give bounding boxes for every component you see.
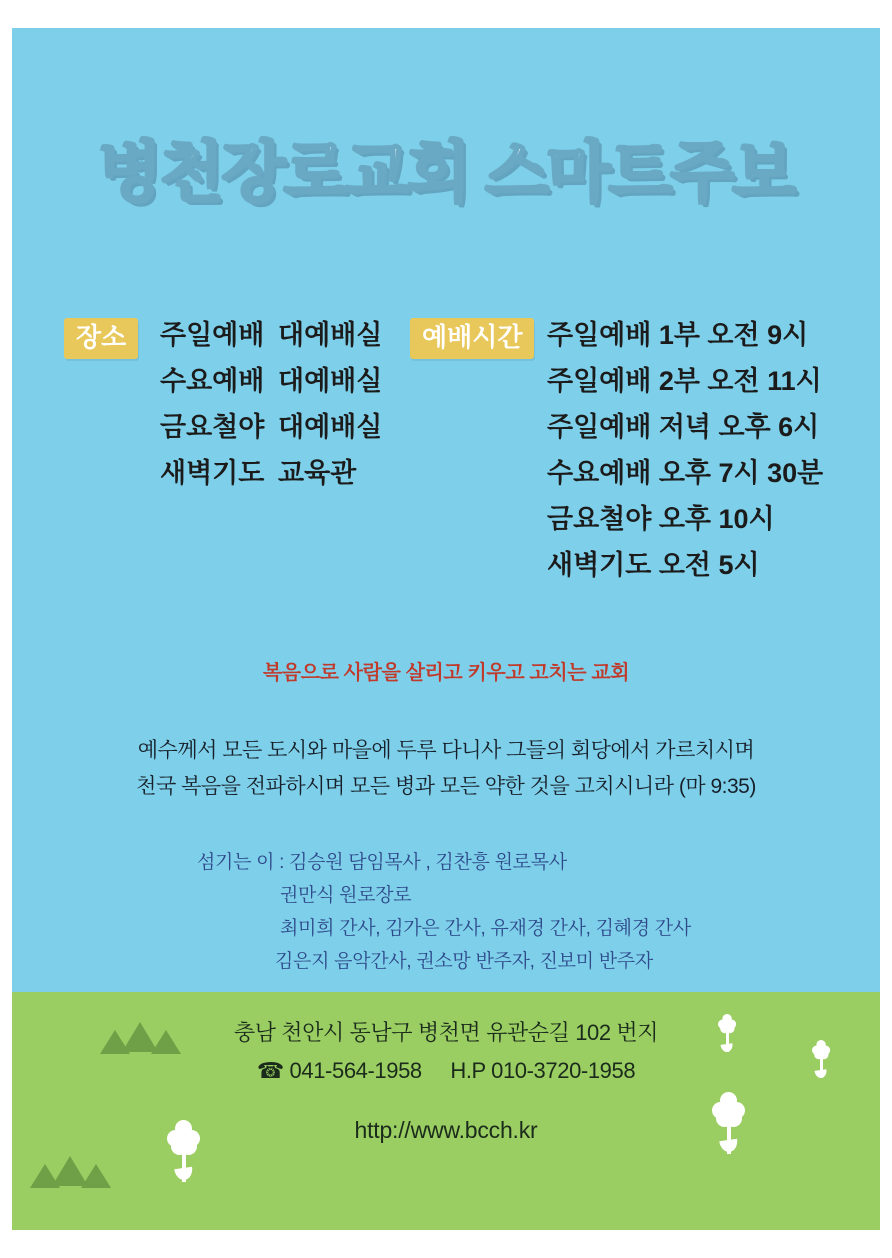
place-row — [160, 404, 382, 450]
title-container — [12, 136, 880, 209]
time-row: 주일예배 2부 오전 11시 — [547, 366, 822, 396]
verse-line-1: 예수께서 모든 도시와 마을에 두루 다니사 그들의 회당에서 가르치시며 — [137, 739, 755, 762]
place-row — [160, 358, 382, 404]
staff-line-3: 최미희 간사, 김가은 간사, 유재경 간사, 김혜경 간사 — [280, 918, 691, 939]
time-list — [547, 312, 823, 588]
phone-number: 041-564-1958 — [289, 1058, 422, 1083]
poster-canvas — [12, 28, 880, 1230]
place-badge: 장소 — [64, 318, 138, 359]
church-slogan: 복음으로 사람을 살리고 키우고 고치는 교회 — [262, 662, 630, 684]
place-location: 교육관 — [278, 458, 357, 488]
place-location: 대예배실 — [278, 412, 383, 442]
place-service: 새벽기도 — [160, 458, 265, 488]
place-list — [160, 312, 382, 496]
staff-line-4: 김은지 음악간사, 권소망 반주자, 진보미 반주자 — [275, 951, 653, 972]
bible-verse — [12, 733, 880, 805]
footer-band — [12, 992, 880, 1230]
mobile-number: 010-3720-1958 — [491, 1058, 636, 1083]
phone-icon: ☎ — [256, 1058, 284, 1083]
time-badge: 예배시간 — [410, 318, 534, 359]
time-row: 새벽기도 오전 5시 — [547, 550, 760, 580]
place-service: 금요철야 — [160, 412, 265, 442]
place-service: 주일예배 — [160, 320, 265, 350]
mobile-label: H.P — [450, 1058, 486, 1083]
place-row — [160, 450, 382, 496]
time-row: 주일예배 저녁 오후 6시 — [547, 412, 820, 442]
mountain-icon — [81, 1164, 111, 1188]
address-line: 충남 천안시 동남구 병천면 유관순길 102 번지 — [233, 1020, 659, 1045]
page-title: 병천장로교회 스마트주보 — [98, 135, 794, 209]
verse-line-2: 천국 복음을 전파하시며 모든 병과 모든 약한 것을 고치시니라 (마 9:35) — [136, 775, 756, 798]
place-row — [160, 312, 382, 358]
contact-block — [12, 1014, 880, 1090]
staff-line-2: 권만식 원로장로 — [280, 885, 412, 906]
staff-line-1: 섬기는 이 : 김승원 담임목사 , 김찬흥 원로목사 — [197, 852, 567, 873]
service-info-section — [12, 296, 880, 596]
staff-list — [12, 846, 880, 978]
flower-leaf — [174, 1167, 193, 1181]
phone-line — [12, 1052, 880, 1090]
place-service: 수요예배 — [160, 366, 265, 396]
time-row: 금요철야 오후 10시 — [547, 504, 775, 534]
place-location: 대예배실 — [278, 366, 383, 396]
place-location: 대예배실 — [278, 320, 383, 350]
time-row: 수요예배 오후 7시 30분 — [547, 458, 824, 488]
time-row: 주일예배 1부 오전 9시 — [547, 320, 809, 350]
website-url[interactable]: http://www.bcch.kr — [354, 1117, 538, 1143]
